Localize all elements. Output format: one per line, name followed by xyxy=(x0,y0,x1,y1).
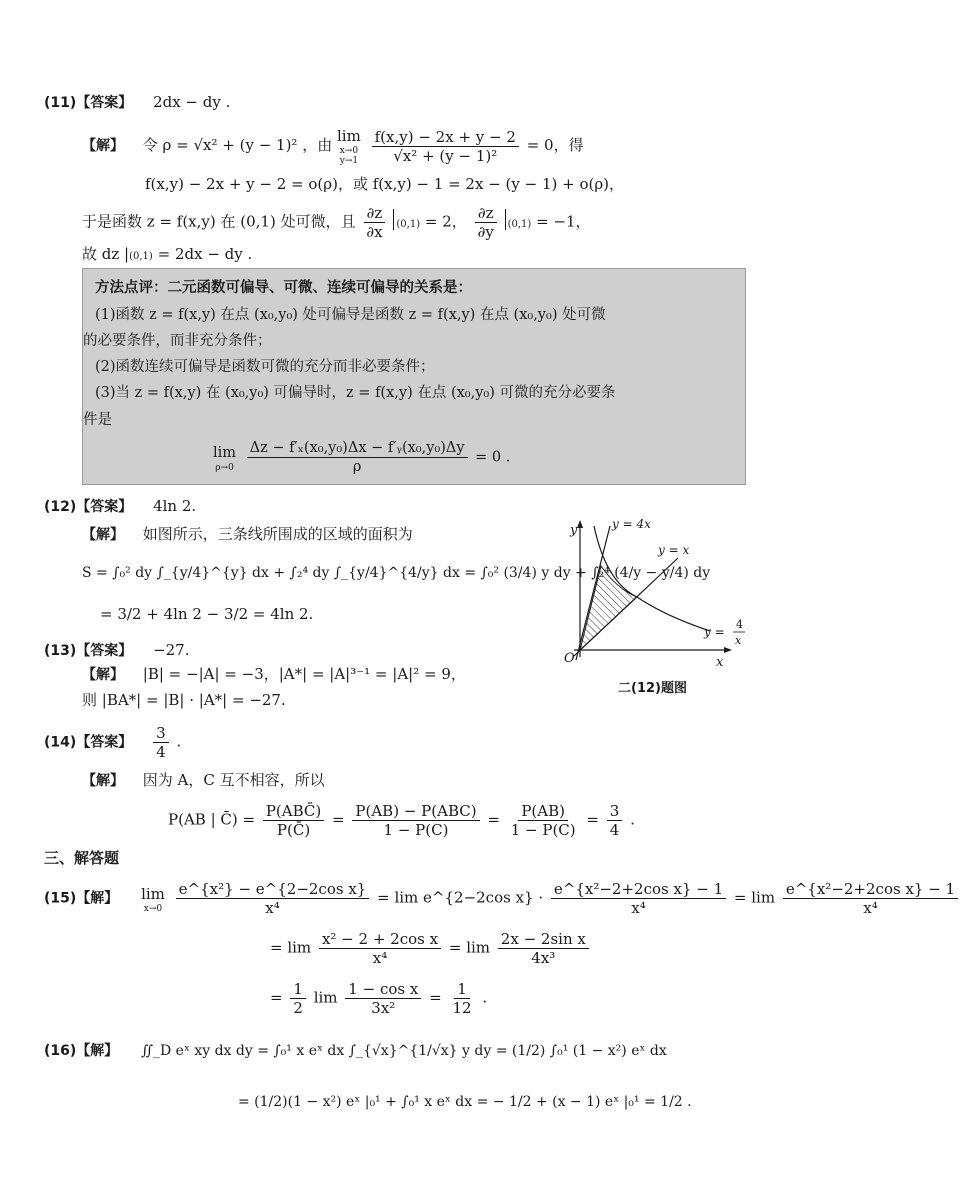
q14-formula: P(AB | C̄) = $\frac{\text{P(ABC̄)}}{P(C̄)}$ = $\frac{\text{P(AB) − P(ABC)}}{1 - P(C)}$ = $\frac{P(AB)}{1 - P(C)}$ = $\frac{3}{4}$ . xyxy=(168,802,635,839)
method-p2: (2)函数连续可偏导是函数可微的充分而非必要条件； xyxy=(95,359,435,375)
q13-answer: −27. xyxy=(153,641,190,659)
q11-solution-line1 xyxy=(82,126,584,166)
q15-r1-eq: = lim xyxy=(733,888,776,907)
method-note-box xyxy=(82,268,746,485)
lim-word: lim xyxy=(337,127,361,145)
q11-l3-c: = −1， xyxy=(536,212,591,231)
method-title: 方法点评：二元函数可偏导、可微、连续可偏导的关系是： xyxy=(95,280,472,296)
lim-word: lim xyxy=(313,988,338,1007)
q12-answer-line xyxy=(44,496,196,517)
q14-sol-label: 【解】 xyxy=(82,773,124,789)
q15-row2 xyxy=(270,930,592,967)
numerator: e^{x²−2+2cos x} − 1 xyxy=(783,880,958,899)
numerator: 3 xyxy=(153,724,169,743)
q12-figure xyxy=(560,512,760,692)
q13-l1: |B| = −|A| = −3，|A*| = |A|³⁻¹ = |A|² = 9， xyxy=(142,665,466,683)
fig-label-x-line: y = x xyxy=(658,543,690,557)
q12-sol-label: 【解】 xyxy=(82,527,124,543)
denominator: √x² + (y − 1)² xyxy=(393,146,498,165)
y-axis-arrow xyxy=(577,520,583,528)
q15-label: (15)【解】 xyxy=(44,890,119,907)
q15-r3-result xyxy=(449,980,474,1017)
q11-solution-line2: f(x,y) − 2x + y − 2 = o(ρ)，或 f(x,y) − 1 = 2x − (y − 1) + o(ρ)， xyxy=(145,175,625,193)
q12-figure-caption: 二(12)题图 xyxy=(618,681,687,696)
q16-l1: ∬_D eˣ xy dx dy = ∫₀¹ x eˣ dx ∫_{√x}^{1/√x} y dy = (1/2) ∫₀¹ (1 − x²) eˣ dx xyxy=(141,1043,667,1059)
numerator: x² − 2 + 2cos x xyxy=(319,930,441,949)
denominator: x⁴ xyxy=(265,899,280,917)
denominator: x⁴ xyxy=(631,899,646,917)
q11-l4-b: = 2dx − dy . xyxy=(157,245,253,263)
q14-frac4 xyxy=(607,802,623,839)
q13-sol-label: 【解】 xyxy=(82,667,124,683)
fig-label-4-over-x-num: 4 xyxy=(736,618,743,631)
q15-r3-frac xyxy=(345,980,421,1017)
q13-solution-line2: 则 |BA*| = |B| · |A*| = −27. xyxy=(82,691,286,709)
q11-answer: 2dx − dy . xyxy=(153,93,231,111)
q11-l1-b: = 0，得 xyxy=(526,136,584,154)
fig-label-4-over-x: y = xyxy=(704,625,725,639)
method-p1a: (1)函数 z = f(x,y) 在点 (x₀,y₀) 处可偏导是函数 z = f(x,y) 在点 (x₀,y₀) 处可微 xyxy=(95,307,606,323)
q14-tail: . xyxy=(630,810,635,829)
q11-limit xyxy=(337,126,361,166)
q12-solution-line3: = 3/2 + 4ln 2 − 3/2 = 4ln 2. xyxy=(100,605,314,623)
partial-z-x xyxy=(363,204,385,241)
q11-l3-b: = 2， xyxy=(424,212,467,231)
q15-limit xyxy=(141,884,165,914)
q14-label: (14)【答案】 xyxy=(44,734,133,751)
denominator: ∂x xyxy=(366,223,383,241)
numerator: f(x,y) − 2x + y − 2 xyxy=(372,128,519,147)
numerator: 1 − cos x xyxy=(345,980,421,999)
lim-word: lim xyxy=(213,444,237,461)
fig-label-4-over-x-den: x xyxy=(735,634,742,647)
numerator: Δz − f′ₓ(x₀,y₀)Δx − f′ᵧ(x₀,y₀)Δy xyxy=(247,439,468,458)
fig-label-y: y xyxy=(570,523,578,538)
section-3-heading: 三、解答题 xyxy=(44,849,120,867)
q11-l1-a: 令 ρ = √x² + (y − 1)² ，由 xyxy=(142,136,333,154)
q14-frac3 xyxy=(508,802,579,839)
eval-point: (0,1) xyxy=(505,209,532,230)
q11-l4-a: 故 dz | xyxy=(82,245,130,263)
q14-solution-line1 xyxy=(82,770,325,791)
q16-row2: = (1/2)(1 − x²) eˣ |₀¹ + ∫₀¹ x eˣ dx = − 1/2 + (x − 1) eˣ |₀¹ = 1/2 . xyxy=(238,1094,692,1110)
q12-solution-line1 xyxy=(82,524,413,545)
numerator: P(ABC̄) xyxy=(263,802,324,821)
method-p1b: 的必要条件，而非充分条件； xyxy=(83,333,272,349)
method-limit xyxy=(213,443,236,473)
q14-answer-line: (14)【答案】 $\frac{3}{4}$ . xyxy=(44,724,182,761)
q11-l3-a: 于是函数 z = f(x,y) 在 (0,1) 处可微，且 xyxy=(82,212,356,231)
q11-solution-line4 xyxy=(82,244,252,267)
q15-r1-frac1 xyxy=(176,880,370,917)
denominator: 2 xyxy=(293,999,303,1017)
q12-solution-line2: S = ∫₀² dy ∫_{y/4}^{y} dx + ∫₂⁴ dy ∫_{y/4}^{4/y} dx = ∫₀² (3/4) y dy + ∫₂⁴ (4/y − y/4) dy xyxy=(82,565,711,581)
method-p3b: 件是 xyxy=(83,412,112,428)
q13-label: (13)【答案】 xyxy=(44,643,133,659)
q11-sol-label: 【解】 xyxy=(82,138,124,154)
x-axis-arrow xyxy=(724,647,732,653)
fig-label-o: O xyxy=(564,651,575,666)
fig-label-4x: y = 4x xyxy=(612,517,651,531)
numerator: 2x − 2sin x xyxy=(498,930,589,949)
q11-fraction xyxy=(372,128,519,165)
denominator: x⁴ xyxy=(863,899,878,917)
numerator: 1 xyxy=(454,980,470,999)
numerator: e^{x²} − e^{2−2cos x} xyxy=(176,880,370,899)
q11-label: (11)【答案】 xyxy=(44,95,133,111)
fig-label-x: x xyxy=(716,655,724,670)
q11-solution-line3 xyxy=(82,204,591,241)
q15-row1 xyxy=(44,880,961,917)
denominator: 4x³ xyxy=(531,949,556,967)
denominator: x⁴ xyxy=(372,949,388,967)
q16-label: (16)【解】 xyxy=(44,1043,119,1059)
q15-row3 xyxy=(270,980,487,1017)
lim-sub: x→0 xyxy=(143,903,163,914)
numerator: 1 xyxy=(290,980,306,999)
denominator: 4 xyxy=(609,821,620,839)
q15-r2-eq: = lim xyxy=(270,938,312,957)
numerator: P(AB) − P(ABC) xyxy=(352,802,479,821)
q14-l2-a: P(AB | C̄) = xyxy=(168,810,256,829)
eval-point: (0,1) xyxy=(129,251,153,262)
q14-l1: 因为 A，C 互不相容，所以 xyxy=(142,771,325,789)
numerator: 3 xyxy=(607,802,623,821)
lim-word: lim xyxy=(141,884,165,903)
eval-point: (0,1) xyxy=(393,209,420,230)
q15-r2-frac2 xyxy=(498,930,589,967)
q15-r1-frac3 xyxy=(783,880,958,917)
q14-frac2 xyxy=(352,802,479,839)
shaded-region xyxy=(580,566,637,650)
denominator: ρ xyxy=(352,459,362,475)
q13-solution-line1 xyxy=(82,664,466,685)
q12-label: (12)【答案】 xyxy=(44,499,133,515)
lim-sub: x→0 xyxy=(339,146,359,156)
denominator: 3x² xyxy=(371,999,396,1017)
method-formula xyxy=(213,439,510,476)
method-tail: = 0 . xyxy=(475,449,511,466)
q15-r3-eq2: = xyxy=(429,988,442,1007)
q15-r3-eq: = xyxy=(270,988,283,1007)
denominator: 12 xyxy=(452,999,472,1017)
numerator: P(AB) xyxy=(518,802,568,821)
q13-answer-line xyxy=(44,640,190,661)
lim-sub: ρ→0 xyxy=(215,462,234,473)
q15-r3-half xyxy=(290,980,306,1017)
q12-answer: 4ln 2. xyxy=(153,497,197,515)
numerator: e^{x²−2+2cos x} − 1 xyxy=(551,880,726,899)
partial-z-y xyxy=(475,204,497,241)
q15-r1-mid: = lim e^{2−2cos x} · xyxy=(377,888,544,907)
q16-row1 xyxy=(44,1040,667,1061)
denominator: P(C̄) xyxy=(276,821,311,839)
q14-frac1 xyxy=(263,802,324,839)
denominator: 1 − P(C) xyxy=(383,821,449,839)
q15-r2-eq2: = lim xyxy=(448,938,491,957)
denominator: ∂y xyxy=(477,223,494,241)
denominator: 1 − P(C) xyxy=(510,821,576,839)
numerator: ∂z xyxy=(475,204,497,223)
denominator: 4 xyxy=(156,743,166,761)
method-p3a: (3)当 z = f(x,y) 在 (x₀,y₀) 可偏导时，z = f(x,y) 在点 (x₀,y₀) 可微的充分必要条 xyxy=(95,385,616,401)
q12-l1: 如图所示，三条线所围成的区域的面积为 xyxy=(142,525,413,543)
q14-answer xyxy=(153,724,169,761)
q15-r1-frac2 xyxy=(551,880,726,917)
q15-r3-tail: . xyxy=(482,988,488,1007)
q11-answer-line xyxy=(44,92,230,113)
method-fraction xyxy=(247,439,468,476)
numerator: ∂z xyxy=(364,204,386,223)
lim-sub: y→1 xyxy=(339,156,359,166)
q15-r2-frac1 xyxy=(319,930,441,967)
